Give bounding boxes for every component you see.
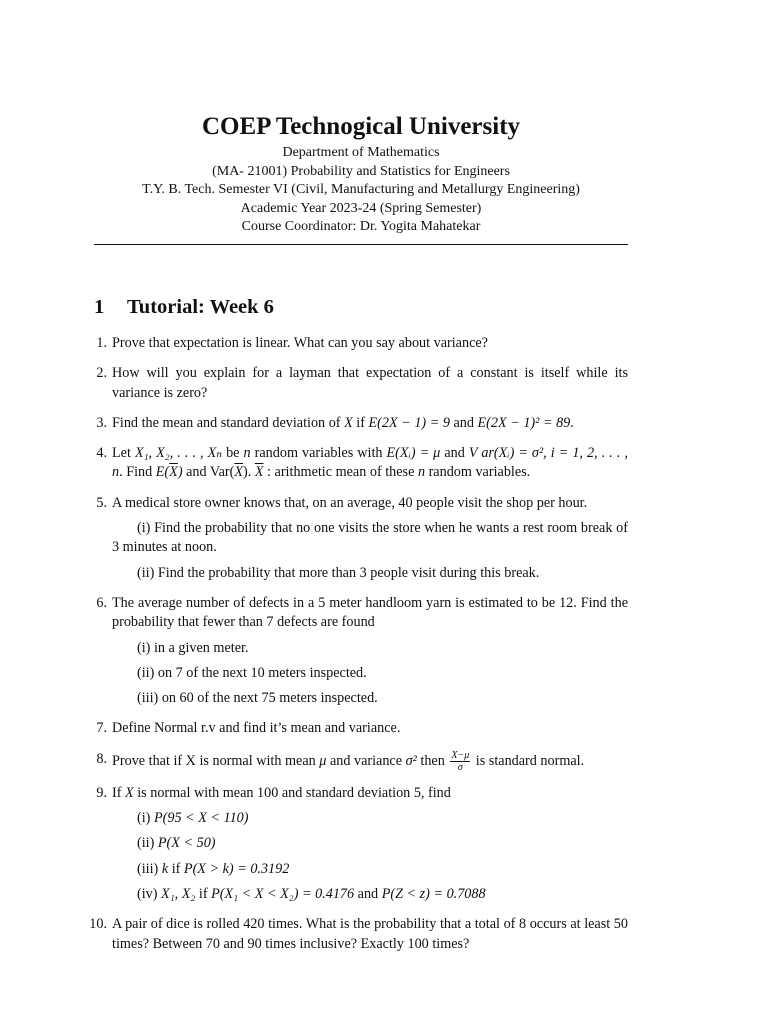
- text-fragment: and: [449, 414, 478, 431]
- sub-question: [112, 885, 628, 904]
- math-expression: X₁, X₂, . . . , Xₙ: [134, 445, 223, 462]
- math-expression: X₁, X₂: [161, 885, 196, 902]
- program-line: T.Y. B. Tech. Semester VI (Civil, Manufacturing and Metallurgy Engineering): [142, 182, 580, 197]
- question-number: 4.: [96, 445, 107, 462]
- math-variable: X: [344, 414, 353, 431]
- text-fragment: if: [352, 414, 369, 431]
- question-number: 2.: [96, 365, 107, 382]
- text-fragment: Find the mean and standard deviation of: [112, 414, 345, 431]
- math-xbar: $\overline{X}$: [169, 464, 178, 481]
- text-fragment: .: [570, 414, 574, 431]
- question-text: Prove that expectation is linear. What can you say about variance?: [112, 335, 488, 351]
- sub-question: (ii) on 7 of the next 10 meters inspected.: [137, 664, 367, 681]
- text-fragment: and variance: [326, 752, 406, 769]
- fraction-denominator: σ: [457, 761, 463, 773]
- math-xbar: $\overline{X}$: [234, 464, 243, 481]
- question-number: 6.: [96, 594, 107, 611]
- text-fragment: ).: [243, 464, 255, 481]
- math-xbar: $\overline{X}$: [254, 464, 264, 481]
- text-fragment: be: [222, 445, 244, 462]
- question-3: [86, 414, 628, 433]
- math-expression: E(2X − 1) = 9: [368, 414, 450, 431]
- sub-label: (iii): [137, 860, 162, 877]
- question-number: 5.: [96, 494, 107, 511]
- sub-question: [112, 834, 628, 853]
- text-fragment: Let: [112, 445, 135, 462]
- math-expression: P(Z < z) = 0.7088: [381, 885, 486, 902]
- math-variable: μ: [319, 752, 327, 769]
- math-expression: V ar(Xᵢ) = σ², i = 1, 2, . . . , n: [112, 445, 628, 481]
- text-fragment: is standard normal.: [472, 752, 585, 769]
- question-9: [86, 784, 628, 904]
- text-fragment: and: [354, 885, 382, 902]
- question-number: 1.: [96, 335, 107, 351]
- text-fragment: Prove that if X is normal with mean: [112, 752, 320, 769]
- sub-question: [112, 860, 628, 879]
- sub-question: (i) in a given meter.: [137, 639, 249, 656]
- math-expression: P(X₁ < X < X₂) = 0.4176: [211, 885, 355, 902]
- question-text: Define Normal r.v and find it’s mean and variance.: [112, 720, 401, 737]
- question-10: [86, 915, 628, 954]
- question-number: 9.: [96, 784, 107, 801]
- section-heading: [94, 294, 274, 320]
- sub-question: (i) Find the probability that no one visits the store when he wants a rest room break of 3 minutes at noon.: [112, 520, 628, 556]
- question-4: [86, 444, 628, 483]
- question-number: 10.: [89, 916, 107, 933]
- math-expression: E(2X − 1)² = 89: [477, 414, 571, 431]
- question-list: [86, 334, 628, 965]
- header-divider: [94, 244, 628, 245]
- text-fragment: random variables with: [250, 445, 387, 462]
- fraction: [450, 750, 470, 773]
- sub-label: (ii): [137, 835, 158, 852]
- text-fragment: is normal with mean 100 and standard deviation 5, find: [133, 784, 451, 801]
- math-expression: P(X < 50): [157, 835, 216, 852]
- sub-question: [112, 809, 628, 828]
- section-title: Tutorial: Week 6: [127, 296, 274, 318]
- question-number: 7.: [96, 720, 107, 737]
- question-text: How will you explain for a layman that expectation of a constant is itself while its variance is zero?: [112, 365, 628, 401]
- text-fragment: . Find: [119, 464, 156, 481]
- question-1: [86, 334, 628, 353]
- sub-question: (iii) on 60 of the next 75 meters inspected.: [137, 690, 378, 707]
- sub-label: (i): [137, 810, 154, 827]
- text-fragment: : arithmetic mean of these: [263, 464, 418, 481]
- sub-question: (ii) Find the probability that more than 3 people visit during this break.: [137, 564, 540, 581]
- math-variable: n: [243, 445, 251, 462]
- math-expression: E(Xᵢ) = μ: [386, 445, 441, 462]
- sub-label: (iv): [137, 885, 162, 902]
- math-expression: P(X > k) = 0.3192: [183, 860, 290, 877]
- university-title: COEP Technogical University: [201, 113, 521, 140]
- department-line: Department of Mathematics: [282, 145, 440, 160]
- math-expression: P(95 < X < 110): [153, 810, 249, 827]
- math-variable: n: [417, 464, 426, 481]
- section-number: 1: [94, 296, 105, 318]
- math-variable: σ²: [405, 752, 417, 769]
- fraction-numerator: X−μ: [451, 749, 470, 761]
- question-text: A pair of dice is rolled 420 times. What is the probability that a total of 8 occurs at least 50 times? Between 70 and 90 times inclusive? Exactly 100 times?: [112, 916, 628, 952]
- question-number: 8.: [96, 750, 107, 767]
- math-variable: X: [125, 784, 134, 801]
- text-fragment: If: [112, 784, 125, 801]
- question-text: The average number of defects in a 5 meter handloom yarn is estimated to be 12. Find the probability that fewer than 7 defects are found: [112, 594, 628, 631]
- math-variable: k: [161, 860, 169, 877]
- math-expression: ): [177, 464, 183, 481]
- text-fragment: then: [416, 752, 449, 769]
- question-5: [86, 494, 628, 583]
- question-8: [86, 750, 628, 773]
- math-expression: E(: [155, 464, 170, 481]
- text-fragment: and Var(: [182, 464, 235, 481]
- text-fragment: and: [440, 445, 469, 462]
- course-line: (MA- 21001) Probability and Statistics for Engineers: [212, 163, 510, 179]
- question-6: [86, 594, 628, 708]
- text-fragment: if: [168, 860, 184, 877]
- question-7: [86, 719, 628, 738]
- header-block: [94, 112, 628, 237]
- text-fragment: if: [195, 885, 212, 902]
- coordinator-line: Course Coordinator: Dr. Yogita Mahatekar: [241, 219, 481, 234]
- text-fragment: random variables.: [425, 464, 531, 481]
- question-text: A medical store owner knows that, on an average, 40 people visit the shop per hour.: [112, 494, 588, 511]
- question-2: [86, 364, 628, 403]
- question-number: 3.: [96, 414, 107, 431]
- academic-year-line: Academic Year 2023-24 (Spring Semester): [240, 200, 482, 216]
